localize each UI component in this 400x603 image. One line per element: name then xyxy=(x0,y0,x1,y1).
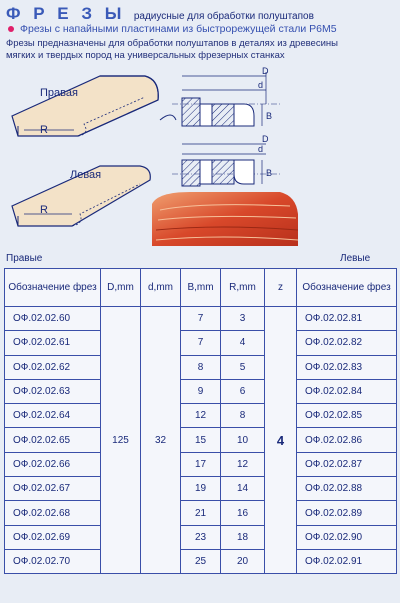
table-row xyxy=(5,549,397,573)
table-row xyxy=(5,379,397,403)
drawing-canvas xyxy=(0,64,400,250)
left-cutter-section xyxy=(172,144,280,186)
code-right-cell: ОФ.02.02.62 xyxy=(5,355,101,379)
description-line-2: мягких и твердых пород на универсальных фрезерных станках xyxy=(6,50,285,61)
table-row xyxy=(5,428,397,452)
R-value-cell: 20 xyxy=(221,549,265,573)
B-value-cell: 17 xyxy=(181,452,221,476)
code-right-cell: ОФ.02.02.67 xyxy=(5,477,101,501)
code-right-cell: ОФ.02.02.69 xyxy=(5,525,101,549)
dim-B-top: B xyxy=(266,111,273,121)
R-value-cell: 6 xyxy=(221,379,265,403)
bullet-text: Фрезы с напайными пластинами из быстрорежущей стали Р6М5 xyxy=(20,23,337,35)
B-value-cell: 9 xyxy=(181,379,221,403)
code-left-cell: ОФ.02.02.91 xyxy=(297,549,397,573)
code-left-cell: ОФ.02.02.90 xyxy=(297,525,397,549)
code-left-cell: ОФ.02.02.88 xyxy=(297,477,397,501)
code-right-cell: ОФ.02.02.63 xyxy=(5,379,101,403)
code-right-cell: ОФ.02.02.60 xyxy=(5,307,101,331)
code-left-cell: ОФ.02.02.82 xyxy=(297,331,397,355)
R-value-cell: 8 xyxy=(221,404,265,428)
B-value-cell: 23 xyxy=(181,525,221,549)
R-value-cell: 12 xyxy=(221,452,265,476)
dim-D-bottom: D xyxy=(262,134,269,144)
wood-sample-image xyxy=(152,192,298,246)
code-left-cell: ОФ.02.02.81 xyxy=(297,307,397,331)
R-value-cell: 16 xyxy=(221,501,265,525)
left-cutters-label: Левые xyxy=(340,253,371,264)
D-value-cell: 125 xyxy=(101,307,141,574)
B-value-cell: 19 xyxy=(181,477,221,501)
code-left-cell: ОФ.02.02.89 xyxy=(297,501,397,525)
z-value-cell: 4 xyxy=(265,307,297,574)
B-value-cell: 7 xyxy=(181,331,221,355)
code-right-cell: ОФ.02.02.61 xyxy=(5,331,101,355)
R-value-cell: 5 xyxy=(221,355,265,379)
table-row xyxy=(5,477,397,501)
code-right-cell: ОФ.02.02.65 xyxy=(5,428,101,452)
header-D: D,mm xyxy=(101,269,141,307)
radius-label-bottom: R xyxy=(40,204,48,216)
bullet-dot-icon xyxy=(8,26,14,32)
description-line-1: Фрезы предназначены для обработки полуштапов в деталях из древесины xyxy=(6,38,338,49)
header-B: B,mm xyxy=(181,269,221,307)
R-value-cell: 14 xyxy=(221,477,265,501)
bullet-line xyxy=(8,23,337,35)
specs-table-wrap xyxy=(4,268,396,600)
B-value-cell: 21 xyxy=(181,501,221,525)
table-row xyxy=(5,525,397,549)
header-code-right: Обозначение фрез xyxy=(5,269,101,307)
table-row xyxy=(5,355,397,379)
B-value-cell: 15 xyxy=(181,428,221,452)
description xyxy=(6,38,400,62)
dim-D-top: D xyxy=(262,66,269,76)
header-d: d,mm xyxy=(141,269,181,307)
page-title: Ф Р Е З Ы xyxy=(6,4,126,23)
header-z: z xyxy=(265,269,297,307)
header xyxy=(0,0,400,62)
label-right: Правая xyxy=(40,87,78,99)
code-left-cell: ОФ.02.02.84 xyxy=(297,379,397,403)
d-value-cell: 32 xyxy=(141,307,181,574)
dim-d-top: d xyxy=(258,80,264,90)
table-row xyxy=(5,307,397,331)
B-value-cell: 25 xyxy=(181,549,221,573)
B-value-cell: 12 xyxy=(181,404,221,428)
code-left-cell: ОФ.02.02.86 xyxy=(297,428,397,452)
R-value-cell: 4 xyxy=(221,331,265,355)
title-row xyxy=(6,4,314,24)
radius-label-top: R xyxy=(40,124,48,136)
dim-d-bottom: d xyxy=(258,144,264,154)
header-code-left: Обозначение фрез xyxy=(297,269,397,307)
table-row xyxy=(5,404,397,428)
code-right-cell: ОФ.02.02.70 xyxy=(5,549,101,573)
code-left-cell: ОФ.02.02.85 xyxy=(297,404,397,428)
label-left: Левая xyxy=(70,169,102,181)
R-value-cell: 3 xyxy=(221,307,265,331)
table-header-row xyxy=(5,269,397,307)
B-value-cell: 7 xyxy=(181,307,221,331)
B-value-cell: 8 xyxy=(181,355,221,379)
code-left-cell: ОФ.02.02.87 xyxy=(297,452,397,476)
code-right-cell: ОФ.02.02.64 xyxy=(5,404,101,428)
R-value-cell: 10 xyxy=(221,428,265,452)
R-value-cell: 18 xyxy=(221,525,265,549)
page-subtitle: радиусные для обработки полуштапов xyxy=(133,11,314,22)
code-right-cell: ОФ.02.02.68 xyxy=(5,501,101,525)
code-right-cell: ОФ.02.02.66 xyxy=(5,452,101,476)
table-row xyxy=(5,331,397,355)
dim-B-bottom: B xyxy=(266,168,273,178)
table-row xyxy=(5,452,397,476)
right-cutters-label: Правые xyxy=(6,253,43,264)
technical-drawings xyxy=(0,64,400,250)
header-R: R,mm xyxy=(221,269,265,307)
table-row xyxy=(5,501,397,525)
code-left-cell: ОФ.02.02.83 xyxy=(297,355,397,379)
right-workpiece-drawing xyxy=(12,76,158,136)
specs-table xyxy=(4,268,397,574)
